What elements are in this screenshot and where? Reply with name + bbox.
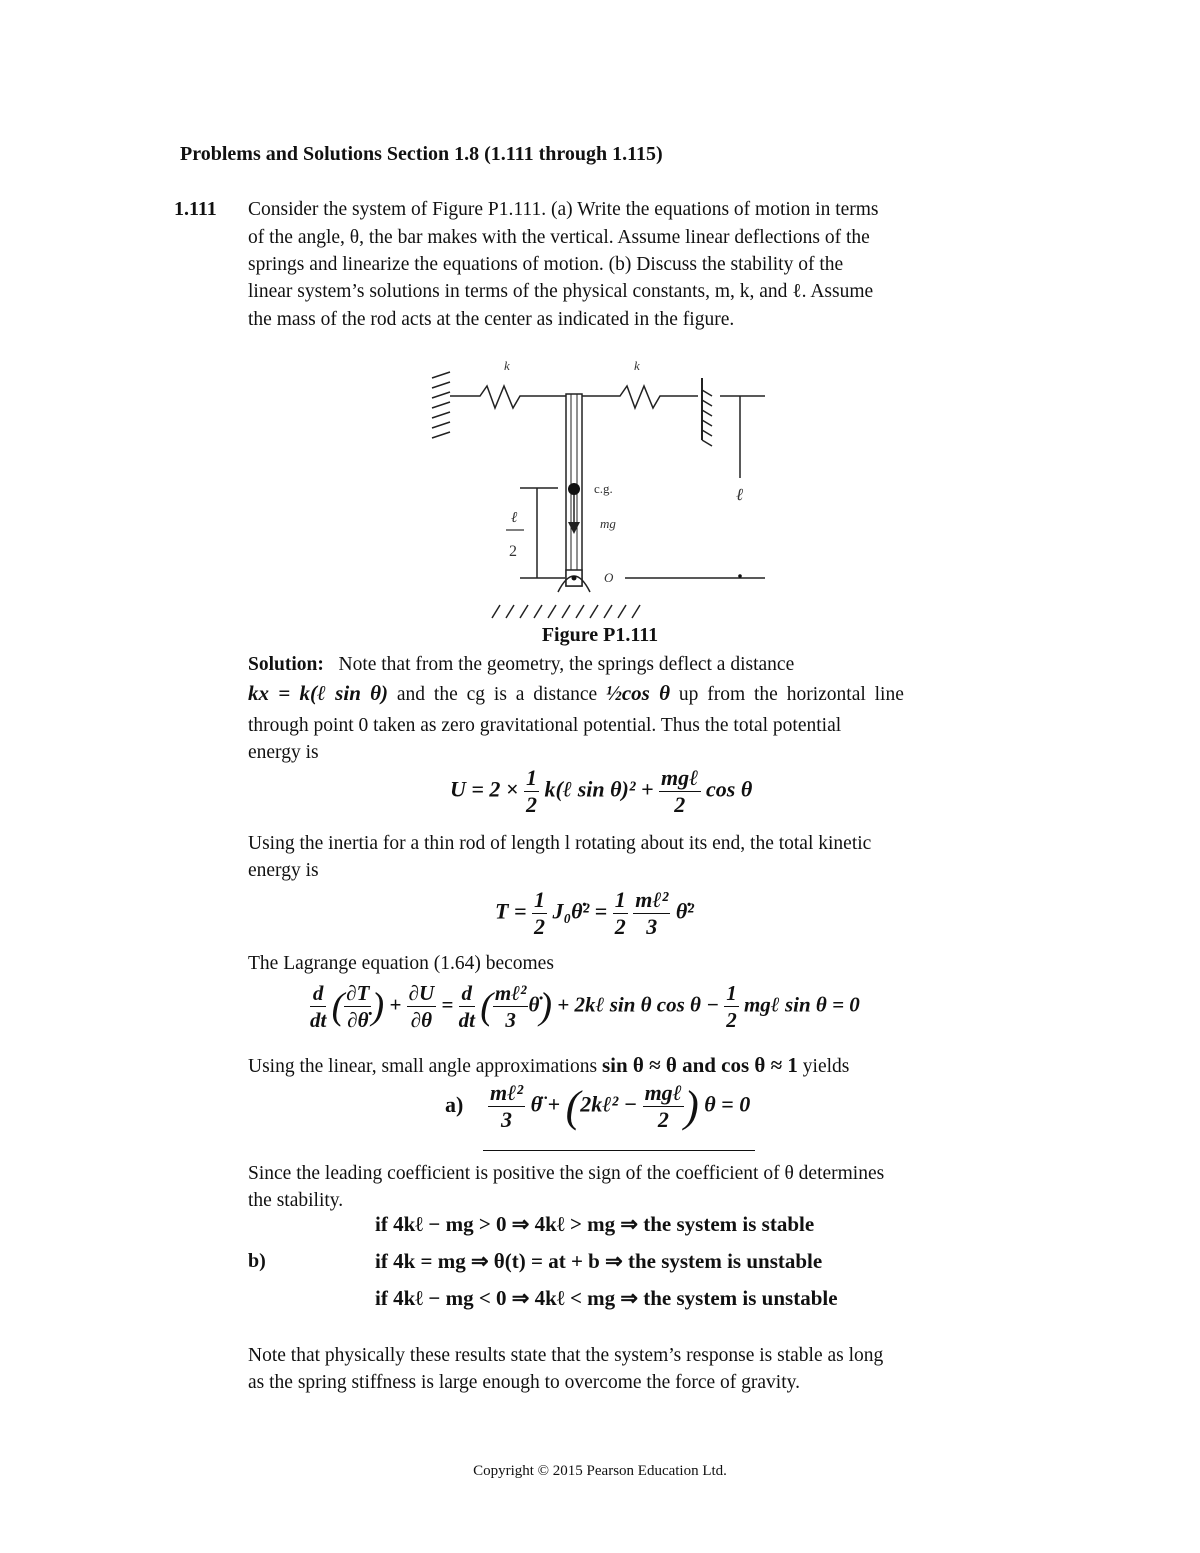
condition-marginal: if 4k = mg ⇒ θ(t) = at + b ⇒ the system is unstable	[375, 1249, 823, 1273]
eq-text: mgℓ sin θ = 0	[743, 992, 860, 1017]
eq-text: θ̇	[528, 992, 540, 1017]
eq-num: ∂U	[408, 981, 435, 1005]
note-line-2: as the spring stiffness is large enough to overcome the force of gravity.	[248, 1372, 800, 1393]
stability-line-2: the stability.	[248, 1190, 344, 1211]
approx-line	[248, 1052, 1024, 1080]
eq-den: 2	[674, 792, 686, 817]
eq-den: 3	[501, 1107, 513, 1132]
problem-line: the mass of the rod acts at the center as indicated in the figure.	[248, 309, 735, 330]
eq-den: 2	[726, 1008, 737, 1032]
cg-height-equation: ½cos θ	[606, 681, 670, 705]
half-length-num: ℓ	[511, 510, 518, 526]
eq-text: k(ℓ sin θ)² +	[544, 776, 654, 802]
pivot-label: O	[604, 570, 614, 585]
problem-line: springs and linearize the equations of motion. (b) Discuss the stability of the	[248, 254, 844, 275]
length-label: ℓ	[736, 485, 744, 504]
condition-stable: if 4kℓ − mg > 0 ⇒ 4kℓ > mg ⇒ the system is stable	[375, 1212, 815, 1236]
problem-line: linear system’s solutions in terms of the physical constants, m, k, and ℓ. Assume	[248, 281, 874, 302]
eq-den: 2	[533, 914, 545, 939]
eq-den: 3	[505, 1008, 516, 1032]
eq-den: 2	[525, 792, 537, 817]
eq-den: ∂θ	[410, 1008, 432, 1032]
pivot-dot	[572, 576, 577, 581]
eq-num: d	[459, 980, 475, 1007]
eq-text: cos θ	[706, 776, 753, 802]
eq-num: ∂T	[346, 981, 370, 1005]
solution-line-4: energy is	[248, 742, 319, 763]
solution-text: up from the horizontal line	[678, 684, 904, 705]
part-a-underline	[483, 1150, 755, 1151]
section-title: Problems and Solutions Section 1.8 (1.111 through 1.115)	[180, 143, 663, 165]
eq-den: 2	[614, 914, 626, 939]
eq-num: mgℓ	[660, 765, 699, 790]
right-spring	[582, 386, 698, 408]
right-wall-hatch	[702, 390, 712, 446]
eq-text: θ̇²	[675, 898, 694, 924]
condition-unstable: if 4kℓ − mg < 0 ⇒ 4kℓ < mg ⇒ the system is unstable	[375, 1286, 838, 1310]
eq-den: dt	[310, 1008, 327, 1032]
part-a-equation: $\frac{\text{mℓ²}}{3}$ θ̈ + (2kℓ² − $\frac{\text{mgℓ}}{2}$ ) θ = 0	[490, 1080, 751, 1132]
eq-text: J₀θ̇² =	[552, 898, 608, 924]
approx-text: yields	[802, 1056, 850, 1077]
approx-equation: sin θ ≈ θ and cos θ ≈ 1	[601, 1053, 798, 1077]
eq-den: 2	[657, 1107, 669, 1132]
potential-energy-equation	[450, 765, 752, 818]
eq-text: 2kℓ² −	[580, 1091, 638, 1117]
copyright-footer: Copyright © 2015 Pearson Education Ltd.	[473, 1463, 727, 1479]
kinetic-intro-2: energy is	[248, 860, 319, 881]
length-dot	[738, 574, 742, 578]
kinetic-energy-equation	[495, 887, 694, 940]
eq-text: θ = 0	[704, 1091, 751, 1117]
note-line-1: Note that physically these results state that the system’s response is stable as long	[248, 1345, 884, 1366]
kinetic-intro: Using the inertia for a thin rod of length l rotating about its end, the total kinetic	[248, 833, 872, 854]
problem-number: 1.111	[174, 198, 217, 220]
lagrange-intro: The Lagrange equation (1.64) becomes	[248, 953, 554, 974]
eq-num: mℓ²	[490, 1080, 524, 1105]
part-b-label: b)	[248, 1250, 266, 1272]
solution-intro	[248, 651, 1024, 678]
eq-text: θ̈ +	[530, 1091, 561, 1117]
eq-text: + 2kℓ sin θ cos θ −	[557, 992, 719, 1017]
eq-den: 3	[646, 914, 658, 939]
eq-text: U = 2 ×	[450, 776, 519, 802]
lagrange-equation: $\frac{d}{dt}$ ( $\frac{\partial T}{\partial\thetȧ}$ ) + $\frac{\partial U}{\partial\theta}$ = $\frac{d}{dt}$ ( $\frac{\text{mℓ²}}{3}$ θ̇) + 2kℓ sin θ cos θ − $\frac{1}{2}$ mgℓ sin θ = 0	[310, 981, 860, 1032]
eq-text: +	[389, 992, 402, 1017]
ground	[492, 605, 640, 618]
eq-num: d	[310, 980, 326, 1007]
part-a-label: a)	[445, 1092, 464, 1117]
left-spring	[450, 386, 570, 408]
eq-num: 1	[726, 981, 737, 1005]
eq-num: mℓ²	[494, 981, 527, 1005]
eq-den: ∂θ̇	[347, 1008, 369, 1032]
solution-label: Solution:	[248, 654, 324, 675]
figure-caption: Figure P1.111	[541, 624, 659, 646]
problem-line: of the angle, θ, the bar makes with the vertical. Assume linear deflections of the	[248, 227, 870, 248]
solution-text: and the cg is a distance	[396, 684, 598, 705]
eq-den: dt	[458, 1008, 475, 1032]
eq-num: 1	[533, 887, 545, 912]
mg-label: mg	[600, 516, 616, 531]
eq-num: mgℓ	[644, 1080, 683, 1105]
solution-line-3: through point 0 taken as zero gravitational potential. Thus the total potential	[248, 715, 842, 736]
figure-p1-111	[420, 350, 780, 625]
eq-num: 1	[614, 887, 626, 912]
solution-text: Note that from the geometry, the springs deflect a distance	[338, 654, 795, 675]
spring-left-label: k	[504, 358, 510, 373]
stability-line-1: Since the leading coefficient is positive the sign of the coefficient of θ determines	[248, 1163, 885, 1184]
cg-dot	[568, 483, 580, 495]
left-wall	[432, 372, 450, 438]
problem-line: Consider the system of Figure P1.111. (a) Write the equations of motion in terms	[248, 199, 879, 220]
half-length-den: 2	[509, 543, 517, 560]
deflection-equation: kx = k(ℓ sin θ)	[248, 681, 389, 705]
eq-text: T =	[495, 898, 527, 924]
cg-label: c.g.	[594, 481, 613, 496]
eq-num: mℓ²	[635, 887, 669, 912]
approx-text: Using the linear, small angle approximations	[248, 1056, 598, 1077]
eq-num: 1	[525, 765, 537, 790]
solution-line-2	[248, 680, 1024, 708]
spring-right-label: k	[634, 358, 640, 373]
eq-text: =	[441, 992, 454, 1017]
